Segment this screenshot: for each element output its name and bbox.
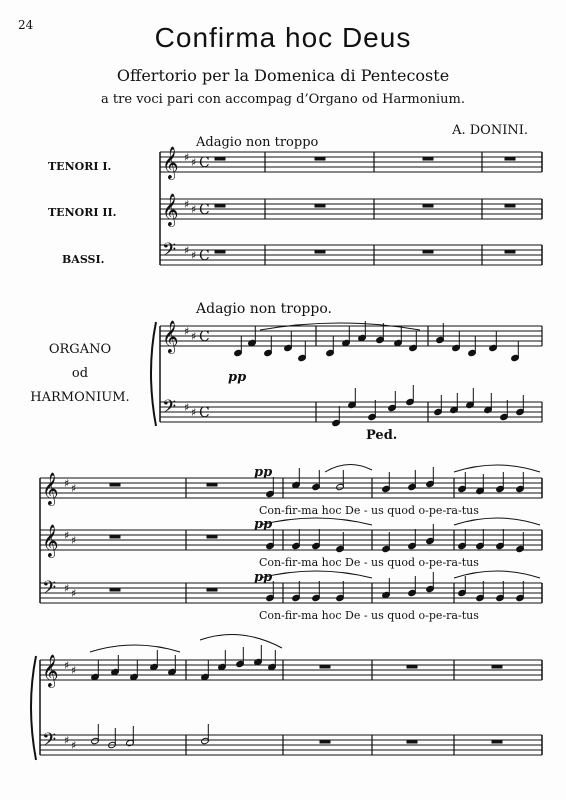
dynamic-pp-organ: pp — [228, 370, 247, 385]
sharp-sign: ♯ — [71, 587, 77, 600]
tempo-marking-organ: Adagio non troppo. — [196, 301, 332, 317]
composer: A. DONINI. — [452, 123, 528, 138]
subtitle: Offertorio per la Domenica di Pentecoste — [116, 66, 450, 85]
sharp-sign: ♯ — [64, 659, 70, 672]
whole-rest — [423, 250, 433, 253]
staff-lines — [40, 152, 542, 755]
organ-label-line1: ORGANO — [48, 342, 112, 357]
treble-clef: 𝄞 — [42, 654, 59, 687]
whole-rest — [492, 665, 502, 668]
whole-rest — [315, 157, 325, 160]
lyrics-line1: Con-fir-ma hoc De - us quod o-pe-ra-tus — [259, 504, 479, 517]
voice-label-tenori2: TENORI II. — [48, 206, 117, 219]
bass-clef: 𝄢 — [42, 578, 57, 603]
whole-rest — [207, 535, 217, 538]
sharp-sign: ♯ — [71, 482, 77, 495]
sharp-sign: ♯ — [191, 330, 197, 343]
sharp-sign: ♯ — [191, 406, 197, 419]
dynamic-pp-voice3: pp — [254, 570, 273, 585]
sharp-sign: ♯ — [191, 203, 197, 216]
page-number: 24 — [18, 18, 34, 32]
whole-rest — [407, 740, 417, 743]
clefs-and-signatures — [42, 146, 210, 755]
whole-rest — [492, 740, 502, 743]
whole-rest — [215, 204, 225, 207]
whole-rest — [423, 157, 433, 160]
voice-label-tenori1: TENORI I. — [48, 160, 112, 173]
slur — [260, 518, 372, 525]
slur — [90, 645, 180, 652]
slur — [260, 571, 372, 578]
whole-rest — [215, 157, 225, 160]
treble-clef: 𝄞 — [42, 472, 59, 505]
brace — [151, 322, 156, 426]
slur — [325, 464, 372, 472]
voice-label-bassi: BASSI. — [62, 253, 105, 266]
whole-rest — [215, 250, 225, 253]
slur — [200, 635, 282, 648]
bass-clef: 𝄢 — [42, 730, 57, 755]
dynamic-pp-voice2: pp — [254, 517, 273, 532]
whole-rest — [207, 483, 217, 486]
whole-rest — [110, 588, 120, 591]
whole-rest — [110, 483, 120, 486]
slur — [454, 571, 540, 578]
lyrics-line2: Con-fir-ma hoc De - us quod o-pe-ra-tus — [259, 556, 479, 569]
sharp-sign: ♯ — [64, 529, 70, 542]
slur — [454, 518, 540, 525]
treble-clef: 𝄞 — [42, 524, 59, 557]
pedal-marking: Ped. — [366, 428, 398, 443]
common-time: C — [199, 202, 210, 218]
whole-rest — [315, 204, 325, 207]
sharp-sign: ♯ — [184, 198, 190, 211]
lyrics-line3: Con-fir-ma hoc De - us quod o-pe-ra-tus — [259, 609, 479, 622]
sharp-sign: ♯ — [191, 249, 197, 262]
whole-rest — [315, 250, 325, 253]
subtitle-instrumentation: a tre voci pari con accompag d’Organo od Harmonium. — [101, 92, 465, 107]
sharp-sign: ♯ — [71, 534, 77, 547]
organ-label-line2: od — [71, 366, 89, 381]
common-time: C — [199, 155, 210, 171]
sharp-sign: ♯ — [64, 582, 70, 595]
common-time: C — [199, 329, 210, 345]
treble-clef: 𝄞 — [162, 320, 179, 353]
barlines — [31, 152, 542, 760]
whole-rest — [320, 740, 330, 743]
brace — [31, 656, 36, 760]
whole-rest — [505, 250, 515, 253]
sharp-sign: ♯ — [184, 325, 190, 338]
bass-clef: 𝄢 — [162, 240, 177, 265]
whole-rest — [207, 588, 217, 591]
sharp-sign: ♯ — [191, 156, 197, 169]
bass-clef: 𝄢 — [162, 397, 177, 422]
common-time: C — [199, 248, 210, 264]
sharp-sign: ♯ — [64, 477, 70, 490]
treble-clef: 𝄞 — [162, 146, 179, 179]
tempo-marking-voices: Adagio non troppo — [196, 135, 319, 150]
common-time: C — [199, 405, 210, 421]
organ-label-line3: HARMONIUM. — [30, 390, 130, 405]
slur — [454, 465, 540, 472]
sharp-sign: ♯ — [71, 664, 77, 677]
sharp-sign: ♯ — [184, 151, 190, 164]
whole-rest — [110, 535, 120, 538]
whole-rest — [407, 665, 417, 668]
whole-rest — [505, 157, 515, 160]
sharp-sign: ♯ — [71, 739, 77, 752]
sharp-sign: ♯ — [64, 734, 70, 747]
whole-rest — [505, 204, 515, 207]
treble-clef: 𝄞 — [162, 193, 179, 226]
whole-rest — [320, 665, 330, 668]
sharp-sign: ♯ — [184, 401, 190, 414]
page-title: Confirma hoc Deus — [154, 22, 412, 53]
dynamic-pp-voice1: pp — [254, 465, 273, 480]
sharp-sign: ♯ — [184, 244, 190, 257]
whole-rest — [423, 204, 433, 207]
